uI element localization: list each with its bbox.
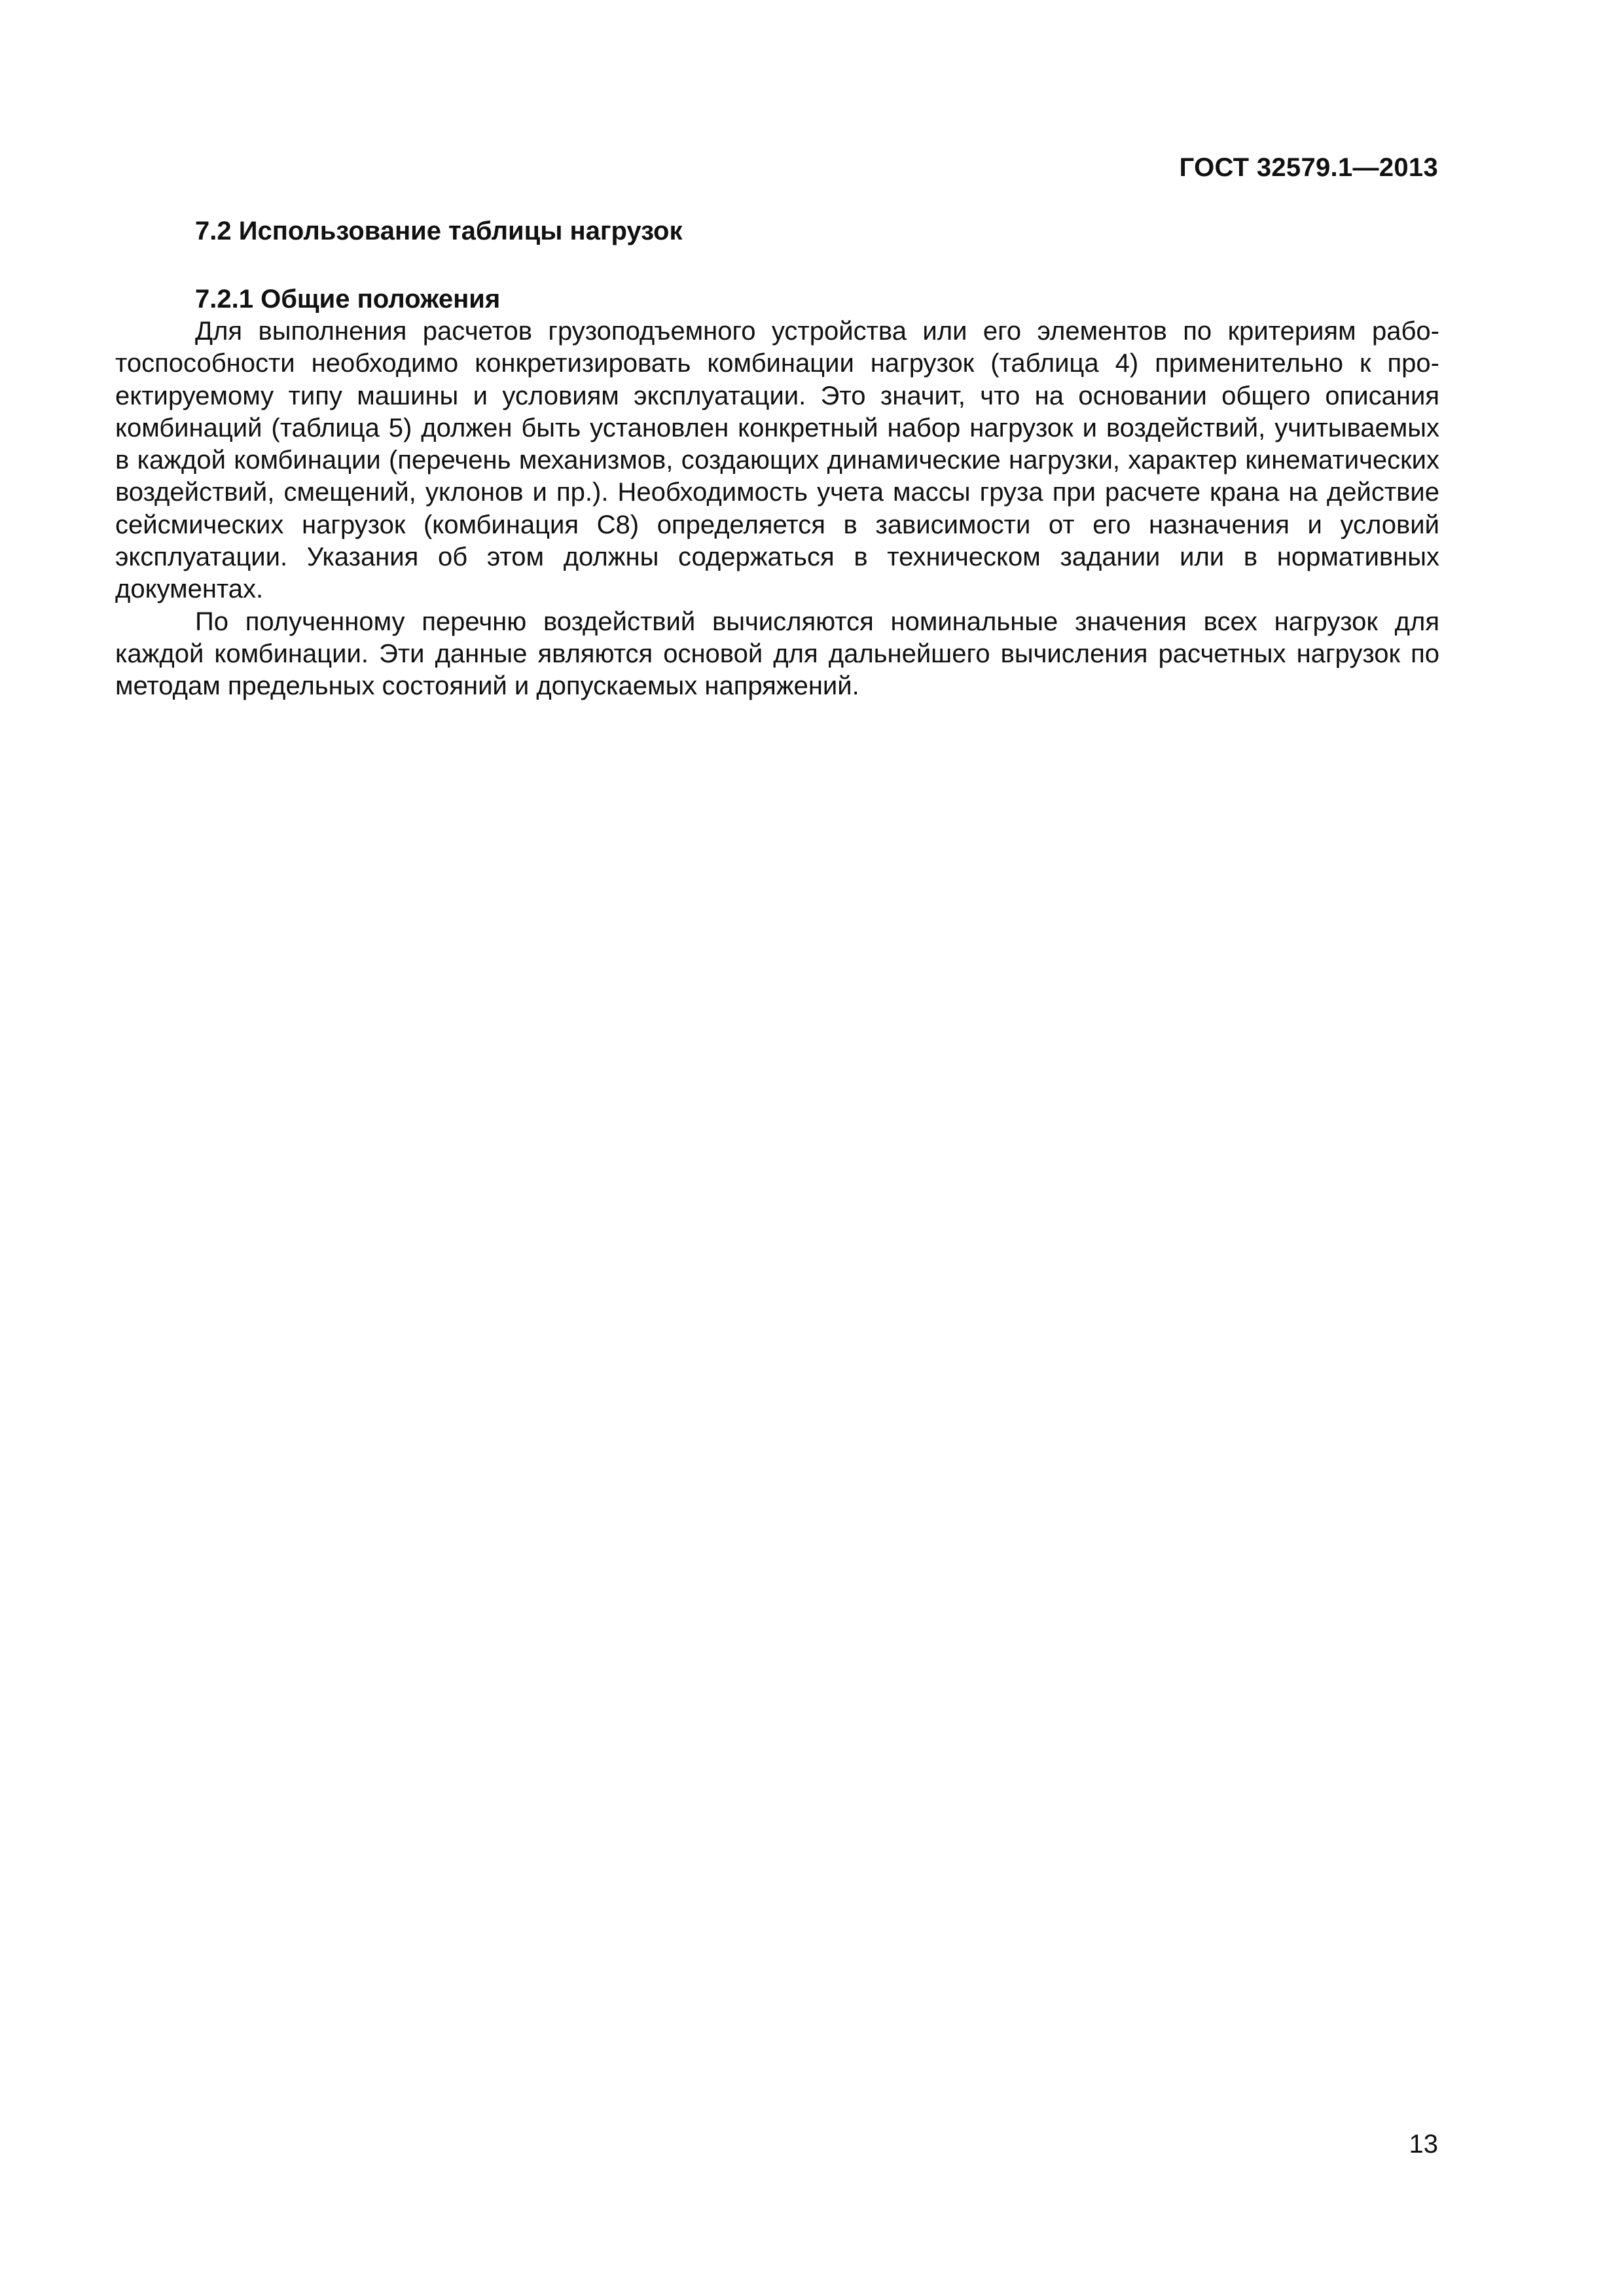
page-content [115, 215, 1439, 703]
section-title: 7.2 Использование таблицы нагрузок [195, 217, 683, 245]
paragraph: По полученному перечню воздействий вычисляются номинальные значения всех нагрузок для каждой комбинации. Эти данные являются основой для дальнейшего вычисления расчетных нагрузок по методам предельных состояний и допускаемых напряжений. [115, 607, 1439, 701]
subsection-title: 7.2.1 Общие положения [195, 285, 501, 314]
document-code: ГОСТ 32579.1—2013 [1179, 153, 1438, 182]
page-number: 13 [1409, 2130, 1438, 2159]
paragraph: Для выполнения расчетов грузоподъемного устройства или его элементов по критериям работоспособности необходимо конкретизировать комбинации нагрузок (таблица 4) применительно к проектируемому типу машины и условиям эксплуатации. Это значит, что на основании общего описания комбинаций (таблица 5) должен быть установлен конкретный набор нагрузок и воздействий, учитываемых в каждой комбинации (перечень механизмов, создающих динамические нагрузки, характер кинематических воздействий, смещений, уклонов и пр.). Необходимость учета массы груза при расчете крана на действие сейсмических нагрузок (комбинация С8) определяется в зависимости от его назначения и условий эксплуатации. Указания об этом должны содержаться в техническом задании или в нормативных документах. [115, 317, 1439, 604]
